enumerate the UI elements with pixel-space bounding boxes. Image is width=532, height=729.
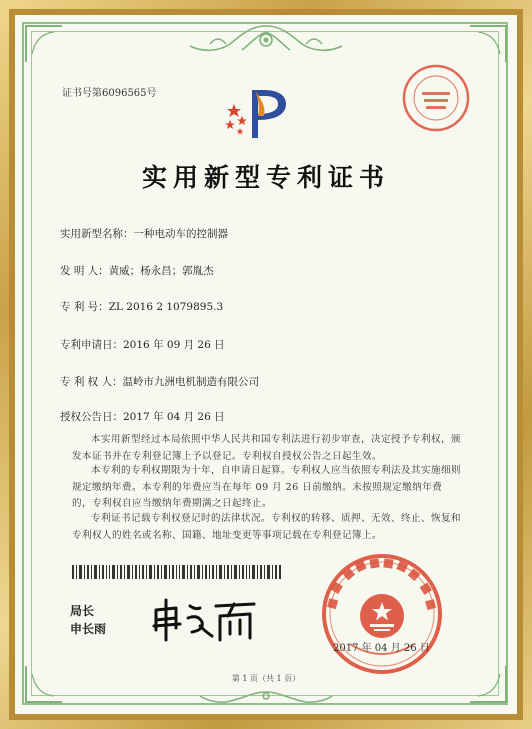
field-label: 发 明 人： bbox=[60, 265, 109, 277]
small-red-seal-icon bbox=[400, 62, 472, 134]
director-name: 申长雨 bbox=[70, 622, 107, 636]
bottom-ornament-icon bbox=[196, 688, 336, 708]
corner-ornament-bl-icon bbox=[24, 664, 64, 704]
field-label: 专 利 号： bbox=[60, 301, 109, 313]
director-title: 局长 bbox=[70, 604, 95, 618]
field-label: 实用新型名称： bbox=[60, 228, 134, 240]
field-label: 专 利 权 人： bbox=[60, 376, 123, 388]
field-application-date bbox=[60, 337, 225, 352]
field-label: 专利申请日： bbox=[60, 339, 123, 351]
field-value: 黄威；杨永昌；郭胤杰 bbox=[108, 265, 214, 277]
field-inventors bbox=[60, 263, 214, 278]
certificate-number: 证书号第6096565号 bbox=[62, 88, 157, 99]
field-patent-number bbox=[60, 299, 223, 314]
field-utility-model-name bbox=[60, 226, 228, 241]
field-label: 授权公告日： bbox=[60, 411, 123, 423]
national-ip-office-seal-icon bbox=[320, 552, 444, 676]
field-value: 温岭市九洲电机制造有限公司 bbox=[122, 376, 260, 388]
paragraph-term: 本专利的专利权期限为十年，自申请日起算。专利权人应当依照专利法及其实施细则规定缴纳年费。本专利的年费应当在每年 09 月 26 日前缴纳。未按照规定缴纳年费的，专利权自应当缴纳年费期满之日起终止。 bbox=[72, 465, 462, 509]
sipo-logo-icon bbox=[222, 86, 292, 142]
field-announcement-date bbox=[60, 409, 225, 424]
field-patentee bbox=[60, 374, 259, 389]
field-value: 一种电动车的控制器 bbox=[133, 228, 228, 240]
top-ornament-icon bbox=[170, 22, 362, 58]
corner-ornament-br-icon bbox=[468, 664, 508, 704]
seal-date: 2017 年 04 月 26 日 bbox=[333, 643, 430, 654]
paragraph-grant: 本实用新型经过本局依照中华人民共和国专利法进行初步审查，决定授予专利权，颁发本证书并在专利登记簿上予以登记。专利权自授权公告之日起生效。 bbox=[72, 434, 462, 462]
corner-ornament-tl-icon bbox=[24, 24, 64, 64]
field-value: 2017 年 04 月 26 日 bbox=[123, 411, 225, 423]
paragraph-status: 专利证书记载专利权登记时的法律状况。专利权的转移、质押、无效、终止、恢复和专利权人的姓名或名称、国籍、地址变更等事项记载在专利登记簿上。 bbox=[72, 513, 462, 541]
corner-ornament-tr-icon bbox=[468, 24, 508, 64]
handwritten-signature-icon bbox=[150, 596, 260, 644]
field-value: ZL 2016 2 1079895.3 bbox=[108, 301, 224, 313]
barcode-icon bbox=[72, 565, 282, 579]
certificate-title: 实用新型专利证书 bbox=[141, 163, 390, 192]
page-number: 第 1 页（共 1 页） bbox=[231, 674, 301, 683]
field-value: 2016 年 09 月 26 日 bbox=[123, 339, 225, 351]
